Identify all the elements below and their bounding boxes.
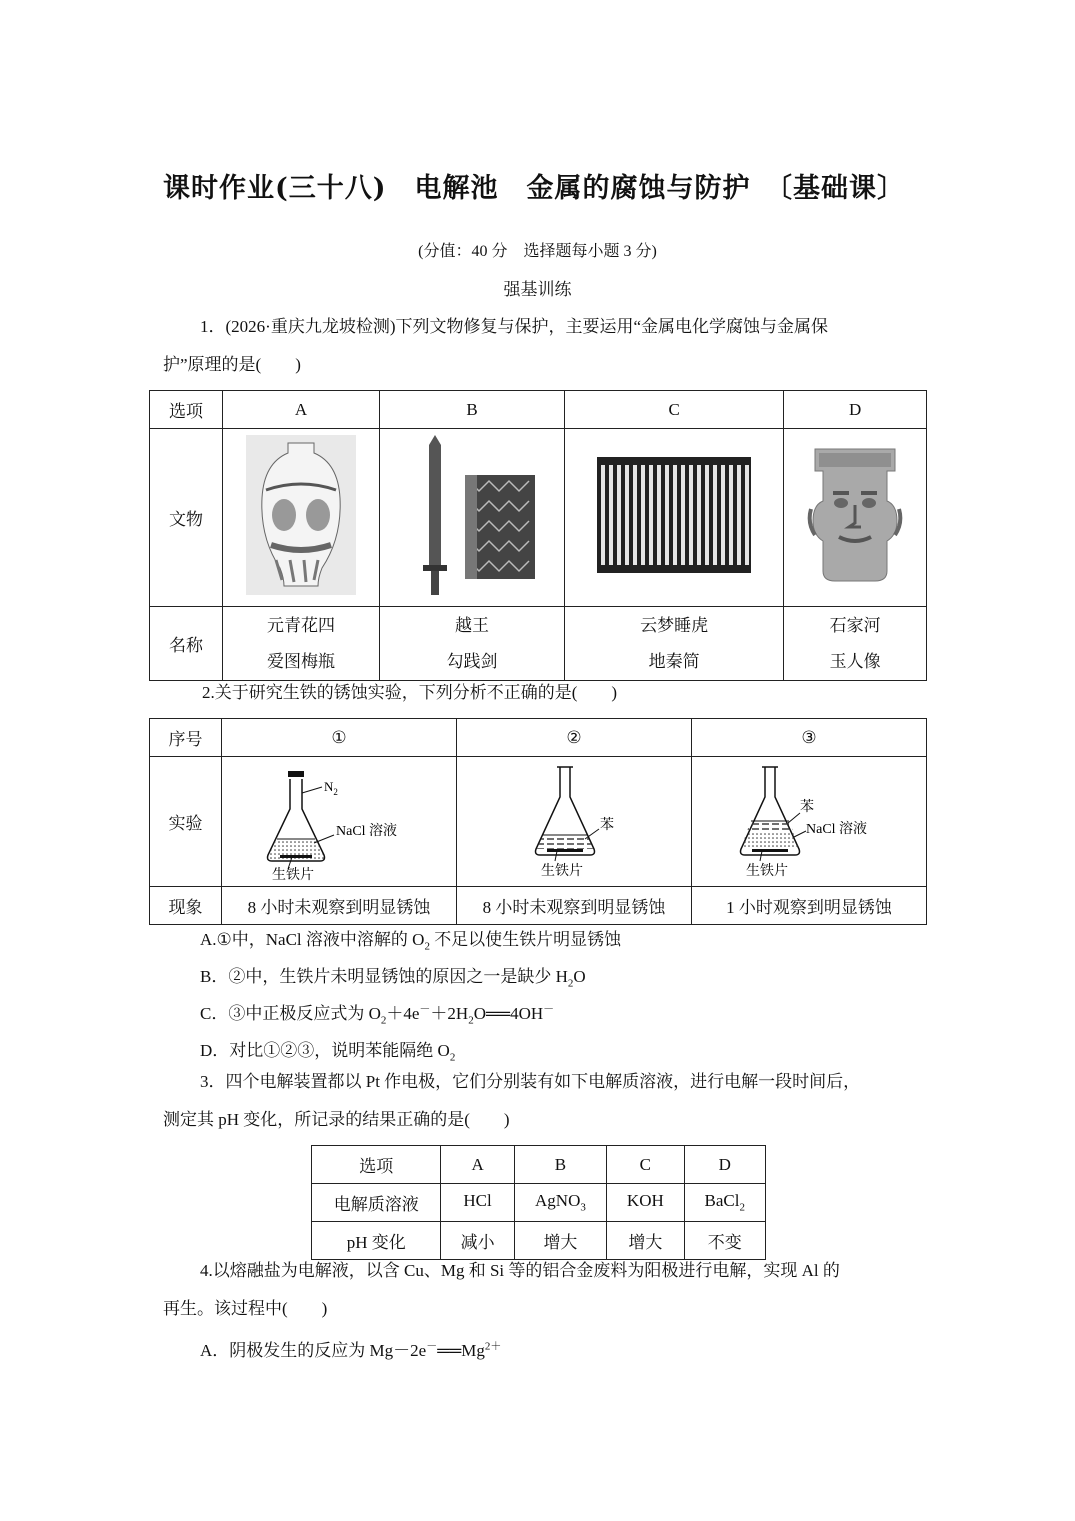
- bamboo-slip: [721, 465, 725, 565]
- page-title: 课时作业(三十八) 电解池 金属的腐蚀与防护 〔基础课〕: [163, 173, 906, 204]
- q3-table: [311, 1145, 766, 1260]
- q2-stem: 2.关于研究生铁的锈蚀实验，下列分析不正确的是( ): [202, 683, 618, 702]
- flask-benzene-nacl-diagram: [692, 757, 926, 881]
- nacl-label-1: NaCl 溶液: [336, 824, 398, 839]
- vase-image: [223, 429, 380, 607]
- bamboo-slip: [729, 465, 733, 565]
- ph-change-a: 减小: [441, 1222, 514, 1260]
- section-title: 强基训练: [503, 280, 572, 300]
- phenomenon-3: 1 小时观察到明显锈蚀: [692, 887, 927, 925]
- q1-header-c: C: [565, 391, 784, 429]
- q1-header-d: D: [784, 391, 927, 429]
- q3-header-c: C: [607, 1146, 684, 1184]
- bamboo-slip: [609, 465, 613, 565]
- jade-figure-image: [784, 429, 927, 607]
- bamboo-slip: [697, 465, 701, 565]
- q1-row-name-label: 名称: [150, 607, 223, 681]
- q3-header-a: A: [441, 1146, 514, 1184]
- q1-stem-line1: 1．(2026·重庆九龙坡检测)下列文物修复与保护，主要运用“金属电化学腐蚀与金属保: [200, 317, 829, 336]
- q1-header-a: A: [223, 391, 380, 429]
- ph-change-b: 增大: [514, 1222, 606, 1260]
- q2-option-b: B．②中，生铁片未明显锈蚀的原因之一是缺少 $H_2O$: [200, 967, 586, 990]
- name-d: 石家河 玉人像: [784, 607, 927, 681]
- q2-table: [149, 718, 927, 925]
- q2-row-phen-label: 现象: [150, 887, 222, 925]
- iron-piece-icon: [280, 855, 312, 858]
- q1-table: [149, 390, 927, 681]
- bamboo-slip: [657, 465, 661, 565]
- sword-icon: [407, 431, 537, 599]
- bamboo-slip: [705, 465, 709, 565]
- flask-n2-nacl-diagram: [222, 757, 456, 881]
- q2-header-no: 序号: [150, 719, 222, 757]
- q2-header-1: ①: [222, 719, 457, 757]
- sword-image: [379, 429, 564, 607]
- experiment-2: [457, 757, 692, 887]
- q2-option-a: A.①中，NaCl 溶液中溶解的 $O_2$ 不足以使生铁片明显锈蚀: [200, 930, 622, 953]
- iron-piece-icon: [547, 849, 583, 852]
- bamboo-slip: [625, 465, 629, 565]
- q3-stem-line1: 3．四个电解装置都以 Pt 作电极，它们分别装有如下电解质溶液，进行电解一段时间后，: [200, 1072, 861, 1091]
- iron-piece-icon: [752, 849, 788, 852]
- bamboo-slip: [641, 465, 645, 565]
- jade-figure-icon: [805, 445, 905, 585]
- name-a: 元青花四 爱图梅瓶: [223, 607, 380, 681]
- bamboo-slip: [673, 465, 677, 565]
- q2-header-3: ③: [692, 719, 927, 757]
- bamboo-slip: [681, 465, 685, 565]
- bamboo-slip: [689, 465, 693, 565]
- benzene-label-3: 苯: [800, 800, 814, 815]
- q3-header-b: B: [514, 1146, 606, 1184]
- bamboo-slip: [617, 465, 621, 565]
- bamboo-slip: [601, 465, 605, 565]
- q1-header-option: 选项: [150, 391, 223, 429]
- q4-stem-line1: 4.以熔融盐为电解液，以含 Cu、Mg 和 Si 等的铝合金废料为阳极进行电解，实现 Al 的: [200, 1261, 840, 1280]
- q1-header-b: B: [379, 391, 564, 429]
- ph-change-c: 增大: [607, 1222, 684, 1260]
- electrolyte-c: KOH: [607, 1184, 684, 1222]
- q2-option-d: D．对比①②③，说明苯能隔绝 $O_2$: [200, 1041, 456, 1064]
- bamboo-slips-icon: [597, 457, 751, 573]
- q3-header-d: D: [684, 1146, 765, 1184]
- benzene-label-2: 苯: [600, 818, 614, 833]
- bamboo-slip: [633, 465, 637, 565]
- q3-row-ph-label: pH 变化: [312, 1222, 441, 1260]
- q3-row-electrolyte-label: 电解质溶液: [312, 1184, 441, 1222]
- nacl-label-3: NaCl 溶液: [806, 822, 868, 837]
- q2-row-exp-label: 实验: [150, 757, 222, 887]
- n2-label: $N_2$: [324, 779, 338, 797]
- iron-label-3: 生铁片: [746, 864, 788, 879]
- q1-stem-line2: 护”原理的是( ): [163, 355, 301, 374]
- vase-icon: [246, 435, 356, 595]
- flask-benzene-diagram: [457, 757, 691, 881]
- bamboo-slip: [745, 465, 749, 565]
- experiment-3: [692, 757, 927, 887]
- bamboo-slips-image: [565, 429, 784, 607]
- q2-header-2: ②: [457, 719, 692, 757]
- name-b: 越王 勾践剑: [379, 607, 564, 681]
- q2-option-c: C．③中正极反应式为 $O_2+4e^-+2H_2O══4OH^-$: [200, 1003, 555, 1027]
- q4-stem-line2: 再生。该过程中( ): [163, 1299, 328, 1318]
- bamboo-slip: [737, 465, 741, 565]
- bamboo-slip: [713, 465, 717, 565]
- q4-option-a: A．阴极发生的反应为 $Mg-2e^-══Mg^{2+}$: [200, 1340, 502, 1360]
- phenomenon-1: 8 小时未观察到明显锈蚀: [222, 887, 457, 925]
- stopper-icon: [288, 771, 304, 777]
- score-note: (分值：40 分 选择题每小题 3 分): [418, 243, 657, 260]
- experiment-1: [222, 757, 457, 887]
- q1-row-artifact-label: 文物: [150, 429, 223, 607]
- bamboo-slip: [665, 465, 669, 565]
- phenomenon-2: 8 小时未观察到明显锈蚀: [457, 887, 692, 925]
- electrolyte-b: AgNO$_3$: [514, 1184, 606, 1222]
- q3-header-option: 选项: [312, 1146, 441, 1184]
- name-c: 云梦睡虎 地秦简: [565, 607, 784, 681]
- q3-stem-line2: 测定其 pH 变化，所记录的结果正确的是( ): [163, 1110, 510, 1129]
- iron-label-1: 生铁片: [272, 868, 314, 881]
- bamboo-slip: [649, 465, 653, 565]
- electrolyte-a: HCl: [441, 1184, 514, 1222]
- iron-label-2: 生铁片: [541, 864, 583, 879]
- ph-change-d: 不变: [684, 1222, 765, 1260]
- electrolyte-d: BaCl$_2$: [684, 1184, 765, 1222]
